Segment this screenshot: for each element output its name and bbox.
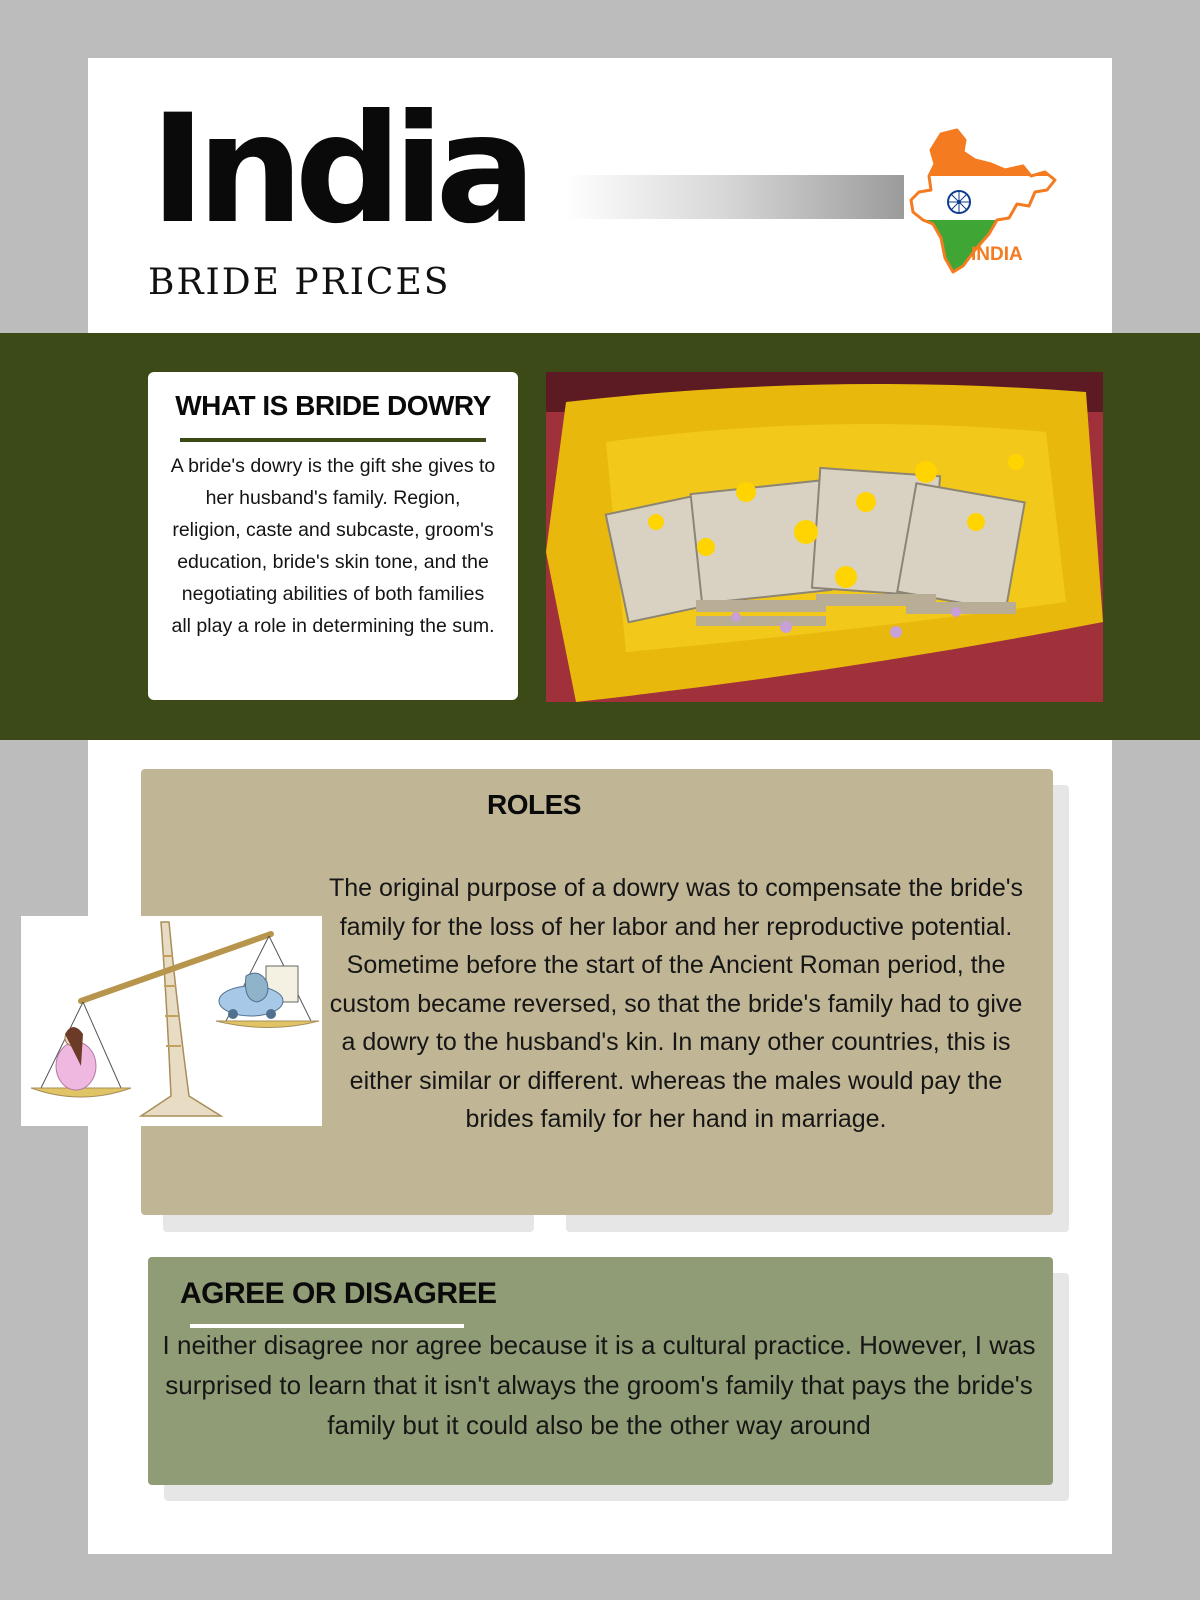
heading-underline — [180, 438, 486, 442]
opinion-card — [148, 1257, 1053, 1485]
definition-card — [148, 372, 518, 700]
roles-text: The original purpose of a dowry was to compensate the bride's family for the loss of her labor and her reproductive potential. Sometime before the start of the Ancient Roman period, the custom became reversed, so that the bride's family had to give a dowry to the husband's kin. In many other countries, this is either similar or different. whereas the males would pay the brides family for her hand in marriage. — [328, 874, 1024, 1133]
dowry-money-photo — [546, 372, 1103, 702]
roles-heading: ROLES — [487, 789, 581, 820]
definition-heading: WHAT IS BRIDE DOWRY — [175, 390, 491, 421]
india-map-logo — [905, 120, 1065, 290]
page-subtitle: BRIDE PRICES — [148, 262, 451, 303]
dowry-scale-illustration — [21, 916, 322, 1126]
opinion-text: I neither disagree nor agree because it is a cultural practice. However, I was surprised to learn that it isn't always the groom's family that pays the bride's family but it could also be the other way around — [162, 1330, 1036, 1440]
ashoka-chakra-icon — [948, 191, 970, 213]
page-title: India — [150, 83, 528, 257]
logo-label: INDIA — [971, 244, 1023, 265]
opinion-heading: AGREE OR DISAGREE — [180, 1277, 497, 1310]
decorative-gradient-bar — [565, 175, 904, 219]
definition-text: A bride's dowry is the gift she gives to her husband's family. Region, religion, caste and subcaste, groom's education, bride's skin tone, and the negotiating abilities of both families all play a role in determining the sum. — [170, 455, 496, 637]
